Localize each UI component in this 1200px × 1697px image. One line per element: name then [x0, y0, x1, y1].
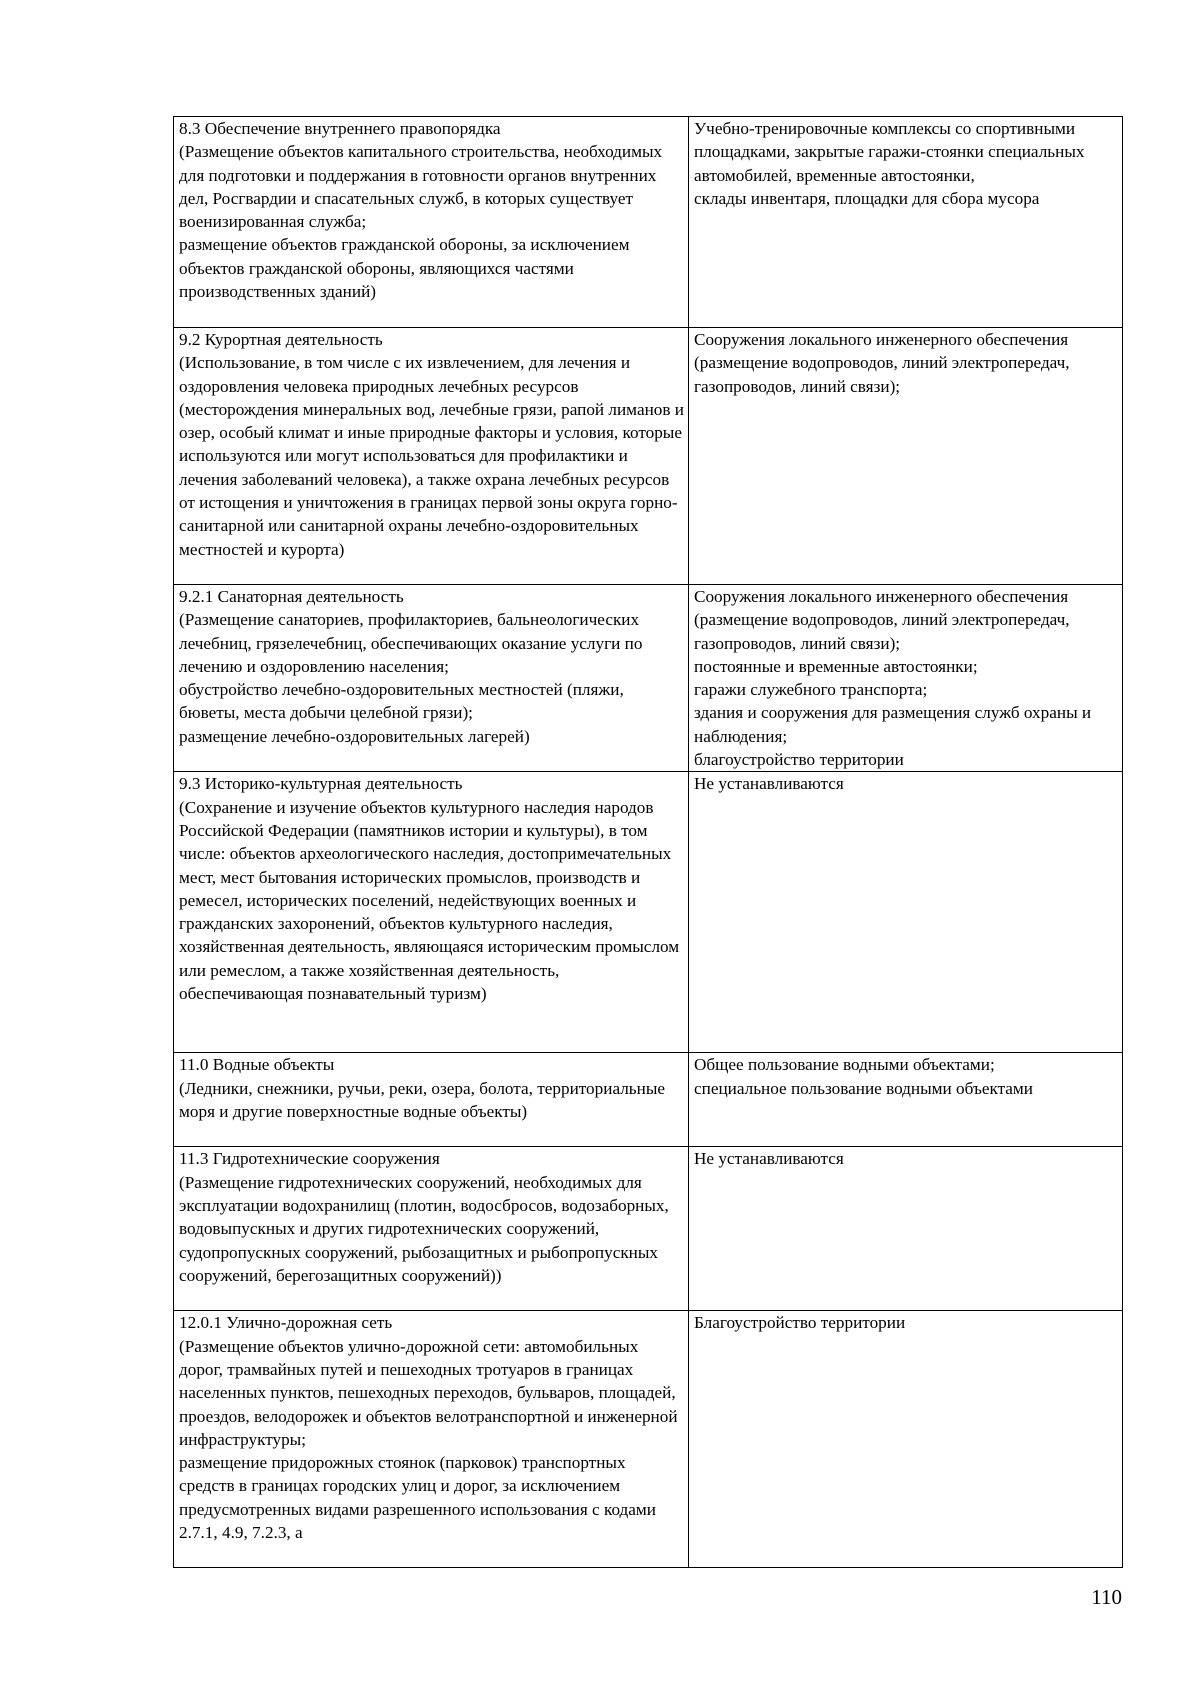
- permitted-use-cell: 9.2 Курортная деятельность (Использование, в том числе с их извлечением, для лечения и оздоровления человека природных лечебных ресурсов (месторождения минеральных вод, лечебные грязи, рапой лиманов и озер, особый климат и иные природные факторы и условия, которые используются или могут использоваться для профилактики и лечения заболеваний человека), а также охрана лечебных ресурсов от истощения и уничтожения в границах первой зоны округа горно-санитарной или санитарной охраны лечебно-оздоровительных местностей и курорта): [174, 328, 689, 585]
- auxiliary-use-cell: Общее пользование водными объектами; специальное пользование водными объектами: [689, 1053, 1123, 1147]
- land-use-table: [173, 116, 1123, 1568]
- auxiliary-use-cell: Сооружения локального инженерного обеспечения (размещение водопроводов, линий электропередач, газопроводов, линий связи); постоянные и временные автостоянки; гаражи служебного транспорта; здания и сооружения для размещения служб охраны и наблюдения; благоустройство территории: [689, 585, 1123, 772]
- table-row: [174, 772, 1123, 1053]
- table-row: [174, 1053, 1123, 1147]
- permitted-use-cell: 9.2.1 Санаторная деятельность (Размещение санаториев, профилакториев, бальнеологических лечебниц, грязелечебниц, обеспечивающих оказание услуги по лечению и оздоровлению населения; обустройство лечебно-оздоровительных местностей (пляжи, бюветы, места добычи целебной грязи); размещение лечебно-оздоровительных лагерей): [174, 585, 689, 772]
- table-row: [174, 585, 1123, 772]
- auxiliary-use-cell: Сооружения локального инженерного обеспечения (размещение водопроводов, линий электропередач, газопроводов, линий связи);: [689, 328, 1123, 585]
- permitted-use-cell: 11.0 Водные объекты (Ледники, снежники, ручьи, реки, озера, болота, территориальные моря и другие поверхностные водные объекты): [174, 1053, 689, 1147]
- auxiliary-use-cell: Учебно-тренировочные комплексы со спортивными площадками, закрытые гаражи-стоянки специальных автомобилей, временные автостоянки, склады инвентаря, площадки для сбора мусора: [689, 117, 1123, 328]
- auxiliary-use-cell: Не устанавливаются: [689, 1147, 1123, 1311]
- permitted-use-cell: 11.3 Гидротехнические сооружения (Размещение гидротехнических сооружений, необходимых для эксплуатации водохранилищ (плотин, водосбросов, водозаборных, водовыпускных и других гидротехнических сооружений, судопропускных сооружений, рыбозащитных и рыбопропускных сооружений, берегозащитных сооружений)): [174, 1147, 689, 1311]
- table-row: [174, 1147, 1123, 1311]
- auxiliary-use-cell: Не устанавливаются: [689, 772, 1123, 1053]
- permitted-use-cell: 8.3 Обеспечение внутреннего правопорядка (Размещение объектов капитального строительства, необходимых для подготовки и поддержания в готовности органов внутренних дел, Росгвардии и спасательных служб, в которых существует военизированная служба; размещение объектов гражданской обороны, за исключением объектов гражданской обороны, являющихся частями производственных зданий): [174, 117, 689, 328]
- auxiliary-use-cell: Благоустройство территории: [689, 1311, 1123, 1568]
- table-row: [174, 117, 1123, 328]
- permitted-use-cell: 12.0.1 Улично-дорожная сеть (Размещение объектов улично-дорожной сети: автомобильных дорог, трамвайных путей и пешеходных тротуаров в границах населенных пунктов, пешеходных переходов, бульваров, площадей, проездов, велодорожек и объектов велотранспортной и инженерной инфраструктуры; размещение придорожных стоянок (парковок) транспортных средств в границах городских улиц и дорог, за исключением предусмотренных видами разрешенного использования с кодами 2.7.1, 4.9, 7.2.3, а: [174, 1311, 689, 1568]
- page-number: 110: [1091, 1585, 1122, 1609]
- table-row: [174, 328, 1123, 585]
- permitted-use-cell: 9.3 Историко-культурная деятельность (Сохранение и изучение объектов культурного наследия народов Российской Федерации (памятников истории и культуры), в том числе: объектов археологического наследия, достопримечательных мест, мест бытования исторических промыслов, производств и ремесел, исторических поселений, недействующих военных и гражданских захоронений, объектов культурного наследия, хозяйственная деятельность, являющаяся историческим промыслом или ремеслом, а также хозяйственная деятельность, обеспечивающая познавательный туризм): [174, 772, 689, 1053]
- table-row: [174, 1311, 1123, 1568]
